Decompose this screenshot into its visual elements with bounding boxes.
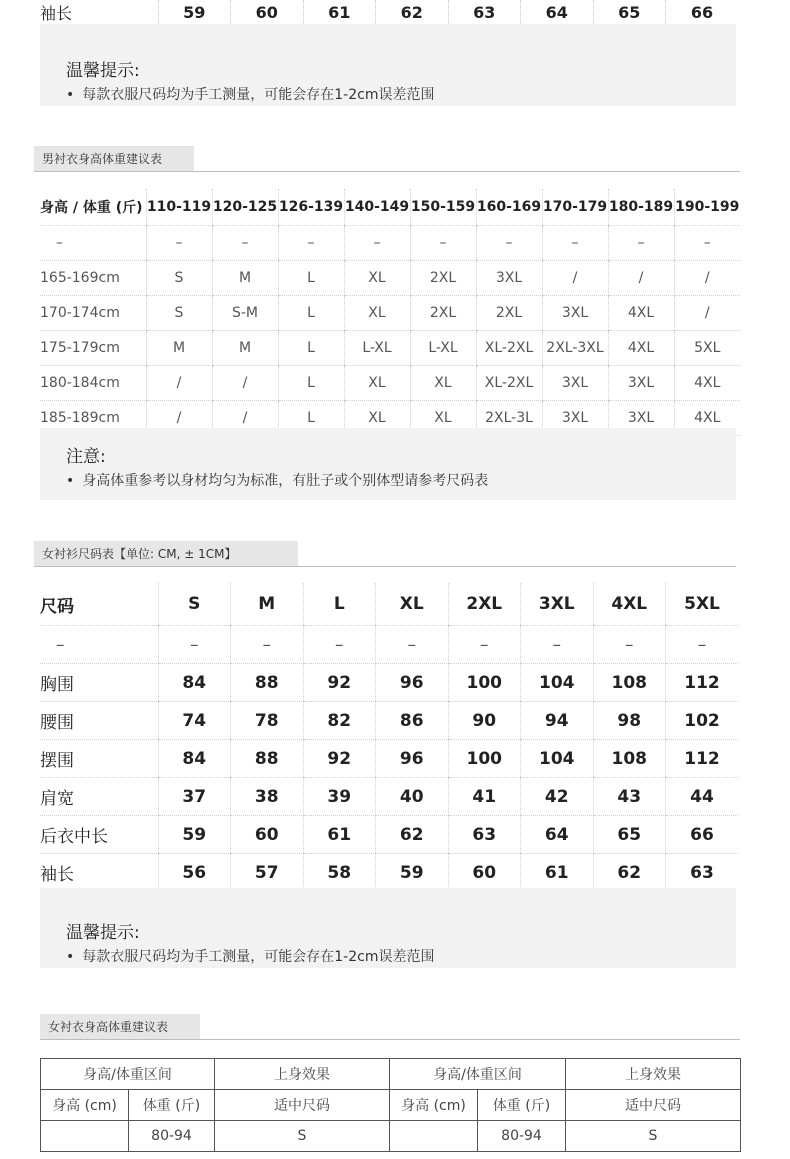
- table-cell: 84: [158, 664, 231, 702]
- table-cell: 60: [231, 816, 304, 854]
- table-cell: –: [674, 226, 740, 261]
- header-cell: 适中尺码: [215, 1090, 390, 1121]
- table-row: [40, 702, 738, 740]
- women-bw-section-header: [40, 1014, 740, 1040]
- header-cell: L: [303, 583, 376, 626]
- table-cell: –: [303, 626, 376, 664]
- table-cell: L: [278, 401, 344, 436]
- table-cell: –: [212, 226, 278, 261]
- tip-line: • 每款衣服尺码均为手工测量，可能会存在1-2cm误差范围: [66, 84, 434, 104]
- table-cell: 3XL: [542, 366, 608, 401]
- table-cell: 82: [303, 702, 376, 740]
- table-cell: 2XL-3XL: [542, 331, 608, 366]
- table-cell: 4XL: [674, 366, 740, 401]
- row-label: 袖长: [40, 3, 73, 23]
- table-cell: –: [521, 626, 594, 664]
- note-title: 注意:: [66, 447, 106, 467]
- table-cell: 2XL: [410, 261, 476, 296]
- table-cell: 94: [521, 702, 594, 740]
- table-sub-header-row: [41, 1090, 741, 1121]
- table-cell: 86: [376, 702, 449, 740]
- table-row: [40, 226, 740, 261]
- header-cell: 体重 (斤): [478, 1090, 566, 1121]
- table-row: [41, 1121, 741, 1152]
- size-value: 59: [158, 0, 231, 24]
- header-cell: 150-159: [410, 189, 476, 226]
- table-row: [40, 626, 738, 664]
- table-row: [40, 854, 738, 892]
- header-cell: 160-169: [476, 189, 542, 226]
- table-cell: 112: [666, 740, 739, 778]
- table-cell: 80-94: [478, 1121, 566, 1152]
- table-cell: 3XL: [542, 401, 608, 436]
- table-cell: –: [476, 226, 542, 261]
- table-cell: 62: [593, 854, 666, 892]
- table-cell: 5XL: [674, 331, 740, 366]
- table-cell: XL: [344, 366, 410, 401]
- table-cell: /: [608, 261, 674, 296]
- table-cell: /: [542, 261, 608, 296]
- table-cell: 170-174cm: [40, 296, 146, 331]
- tip-box: [40, 24, 736, 106]
- table-cell: 4XL: [608, 331, 674, 366]
- table-cell: 65: [593, 816, 666, 854]
- table-cell: S: [146, 296, 212, 331]
- table-cell: 165-169cm: [40, 261, 146, 296]
- size-value: 61: [303, 0, 376, 24]
- table-cell: 44: [666, 778, 739, 816]
- table-cell: XL: [344, 401, 410, 436]
- table-cell: 42: [521, 778, 594, 816]
- tip-line: • 每款衣服尺码均为手工测量，可能会存在1-2cm误差范围: [66, 946, 434, 966]
- table-cell: 92: [303, 740, 376, 778]
- table-cell: 185-189cm: [40, 401, 146, 436]
- table-cell: 4XL: [674, 401, 740, 436]
- table-cell: –: [410, 226, 476, 261]
- header-cell: 上身效果: [215, 1059, 390, 1090]
- table-cell: L-XL: [410, 331, 476, 366]
- header-cell: XL: [376, 583, 449, 626]
- header-cell: 126-139: [278, 189, 344, 226]
- section-tag: 女衬衫尺码表【单位: CM, ± 1CM】: [34, 541, 298, 567]
- women-bw-table: [40, 1058, 741, 1152]
- table-cell: 92: [303, 664, 376, 702]
- table-row: [40, 331, 740, 366]
- table-cell: 64: [521, 816, 594, 854]
- table-cell: XL-2XL: [476, 366, 542, 401]
- table-cell: 88: [231, 664, 304, 702]
- header-cell: 110-119: [146, 189, 212, 226]
- header-cell: 上身效果: [566, 1059, 741, 1090]
- table-cell: 63: [666, 854, 739, 892]
- table-cell: 56: [158, 854, 231, 892]
- table-cell: –: [344, 226, 410, 261]
- header-cell: 身高 (cm): [41, 1090, 129, 1121]
- header-cell: 身高/体重区间: [390, 1059, 566, 1090]
- table-cell: 74: [158, 702, 231, 740]
- table-cell: 肩宽: [40, 778, 158, 816]
- size-value: 60: [231, 0, 304, 24]
- table-cell: [41, 1121, 129, 1152]
- table-cell: 104: [521, 740, 594, 778]
- table-cell: 84: [158, 740, 231, 778]
- table-cell: L-XL: [344, 331, 410, 366]
- table-cell: XL: [344, 261, 410, 296]
- tip-title: 温馨提示:: [66, 923, 140, 943]
- table-cell: 90: [448, 702, 521, 740]
- header-cell: M: [231, 583, 304, 626]
- table-cell: XL: [410, 366, 476, 401]
- header-cell: 2XL: [448, 583, 521, 626]
- table-cell: 96: [376, 664, 449, 702]
- table-header-row: [40, 189, 740, 226]
- table-cell: 袖长: [40, 865, 74, 885]
- table-cell: 摆围: [40, 740, 158, 778]
- table-row: [40, 261, 740, 296]
- table-cell: 2XL-3L: [476, 401, 542, 436]
- table-cell: /: [146, 366, 212, 401]
- size-value: 65: [593, 0, 666, 24]
- table-cell: /: [674, 296, 740, 331]
- table-cell: 40: [376, 778, 449, 816]
- table-cell: 59: [158, 816, 231, 854]
- table-cell: –: [146, 226, 212, 261]
- table-cell: 61: [521, 854, 594, 892]
- table-row: [40, 740, 738, 778]
- table-cell: [390, 1121, 478, 1152]
- table-cell: /: [146, 401, 212, 436]
- header-cell: 120-125: [212, 189, 278, 226]
- table-cell: 108: [593, 740, 666, 778]
- table-cell: S: [215, 1121, 390, 1152]
- header-cell: 140-149: [344, 189, 410, 226]
- table-cell: 57: [231, 854, 304, 892]
- women-size-table: [40, 583, 738, 891]
- section-tag: 女衬衣身高体重建议表: [40, 1014, 200, 1040]
- header-cell: 170-179: [542, 189, 608, 226]
- table-cell: 175-179cm: [40, 331, 146, 366]
- table-cell: M: [146, 331, 212, 366]
- table-cell: –: [593, 626, 666, 664]
- table-cell: 100: [448, 740, 521, 778]
- table-cell: L: [278, 331, 344, 366]
- table-cell: 112: [666, 664, 739, 702]
- section-tag: 男衬衣身高体重建议表: [34, 146, 194, 172]
- table-cell: 37: [158, 778, 231, 816]
- table-cell: S: [146, 261, 212, 296]
- table-cell: 38: [231, 778, 304, 816]
- men-height-weight-table: [40, 189, 740, 436]
- table-cell: 2XL: [476, 296, 542, 331]
- table-cell: 104: [521, 664, 594, 702]
- header-cell: 体重 (斤): [129, 1090, 215, 1121]
- note-box: [40, 428, 736, 500]
- table-cell: –: [542, 226, 608, 261]
- table-cell: XL: [344, 296, 410, 331]
- table-cell: /: [212, 366, 278, 401]
- table-cell: S-M: [212, 296, 278, 331]
- table-cell: 39: [303, 778, 376, 816]
- table-cell: –: [666, 626, 739, 664]
- table-cell: –: [231, 626, 304, 664]
- table-cell: 66: [666, 816, 739, 854]
- header-cell: 190-199: [674, 189, 740, 226]
- header-cell: 4XL: [593, 583, 666, 626]
- table-cell: 62: [376, 816, 449, 854]
- table-cell: M: [212, 331, 278, 366]
- table-cell: 腰围: [40, 702, 158, 740]
- table-cell: 78: [231, 702, 304, 740]
- table-cell: 4XL: [608, 296, 674, 331]
- table-cell: L: [278, 296, 344, 331]
- table-cell: 102: [666, 702, 739, 740]
- men-section-header: [34, 146, 740, 172]
- header-cell: S: [158, 583, 231, 626]
- table-cell: 3XL: [608, 401, 674, 436]
- table-row: [40, 778, 738, 816]
- table-cell: 100: [448, 664, 521, 702]
- table-cell: 41: [448, 778, 521, 816]
- header-cell: 适中尺码: [566, 1090, 741, 1121]
- table-cell: 63: [448, 816, 521, 854]
- table-cell: 180-184cm: [40, 366, 146, 401]
- table-header-row: [40, 583, 738, 626]
- header-cell: 180-189: [608, 189, 674, 226]
- top-partial-size-row: [40, 0, 738, 24]
- table-cell: –: [608, 226, 674, 261]
- table-cell: 60: [448, 854, 521, 892]
- table-cell: 58: [303, 854, 376, 892]
- table-cell: 2XL: [410, 296, 476, 331]
- header-cell: 5XL: [666, 583, 739, 626]
- table-cell: XL: [410, 401, 476, 436]
- table-cell: –: [40, 226, 146, 261]
- table-row: [40, 366, 740, 401]
- note-line: • 身高体重参考以身材均匀为标准，有肚子或个别体型请参考尺码表: [66, 470, 488, 490]
- table-cell: XL-2XL: [476, 331, 542, 366]
- tip-box: [40, 888, 736, 968]
- table-cell: 3XL: [542, 296, 608, 331]
- header-cell: 身高 / 体重 (斤): [40, 189, 146, 226]
- table-cell: 59: [376, 854, 449, 892]
- women-size-section-header: [34, 541, 736, 567]
- table-row: [40, 664, 738, 702]
- table-cell: –: [278, 226, 344, 261]
- table-cell: /: [212, 401, 278, 436]
- table-cell: –: [40, 626, 158, 664]
- table-cell: 后衣中长: [40, 816, 158, 854]
- table-cell: L: [278, 261, 344, 296]
- header-cell: 身高 (cm): [390, 1090, 478, 1121]
- table-row: [40, 296, 740, 331]
- table-cell: 胸围: [40, 664, 158, 702]
- table-cell: –: [448, 626, 521, 664]
- table-cell: 80-94: [129, 1121, 215, 1152]
- table-cell: 88: [231, 740, 304, 778]
- table-cell: 3XL: [476, 261, 542, 296]
- size-value: 62: [376, 0, 449, 24]
- table-cell: 108: [593, 664, 666, 702]
- size-value: 66: [666, 0, 739, 24]
- table-cell: /: [674, 261, 740, 296]
- table-row: [40, 816, 738, 854]
- table-cell: 61: [303, 816, 376, 854]
- table-cell: –: [376, 626, 449, 664]
- table-group-header-row: [41, 1059, 741, 1090]
- table-cell: –: [158, 626, 231, 664]
- table-cell: M: [212, 261, 278, 296]
- table-cell: L: [278, 366, 344, 401]
- size-value: 64: [521, 0, 594, 24]
- header-cell: 尺码: [40, 583, 158, 626]
- size-value: 63: [448, 0, 521, 24]
- table-cell: 3XL: [608, 366, 674, 401]
- tip-title: 温馨提示:: [66, 61, 140, 81]
- table-cell: S: [566, 1121, 741, 1152]
- header-cell: 身高/体重区间: [41, 1059, 215, 1090]
- table-cell: 98: [593, 702, 666, 740]
- header-cell: 3XL: [521, 583, 594, 626]
- table-cell: 43: [593, 778, 666, 816]
- table-cell: 96: [376, 740, 449, 778]
